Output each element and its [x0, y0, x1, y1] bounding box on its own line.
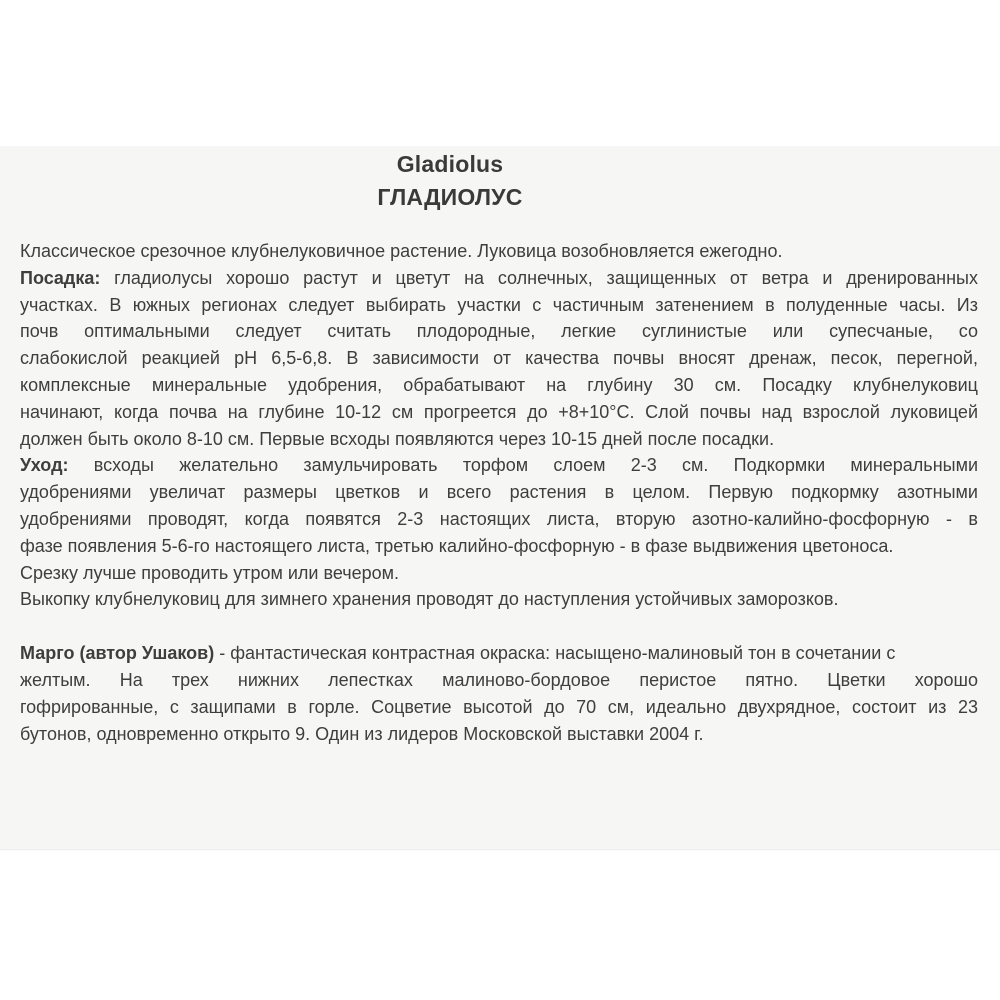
care-label: Уход: [20, 455, 69, 476]
variety-text-1: - фантастическая контрастная окраска: насыщено-малиновый тон в сочетании с [214, 643, 896, 664]
planting-line-7: должен быть около 8-10 см. Первые всходы появляются через 10-15 дней после посадки. [20, 428, 775, 449]
planting-text-1: гладиолусы хорошо растут и цветут на солнечных, защищенных от ветра и дренированных [100, 267, 978, 288]
care-line-4: фазе появления 5-6-го настоящего листа, третью калийно-фосфорную - в фазе выдвижения цветоноса. [20, 535, 894, 556]
title-block [0, 148, 900, 214]
planting-line-2: участках. В южных регионах следует выбирать участки с частичным затенением в полуденные часы. Из [20, 294, 978, 315]
care-line-6: Выкопку клубнелуковиц для зимнего хранения проводят до наступления устойчивых заморозков. [20, 589, 839, 610]
care-line-1 [20, 452, 978, 479]
care-line-2: удобрениями увеличат размеры цветков и всего растения в целом. Первую подкормку азотными [20, 482, 978, 503]
variety-line-3: гофрированные, с защипами в горле. Соцветие высотой до 70 см, идеально двухрядное, состоит из 23 [20, 696, 978, 717]
care-line-5: Срезку лучше проводить утром или вечером. [20, 562, 400, 583]
variety-line-1 [20, 640, 978, 667]
variety-line-4: бутонов, одновременно открыто 9. Один из лидеров Московской выставки 2004 г. [20, 723, 704, 744]
planting-label: Посадка: [20, 267, 101, 288]
care-text-1: всходы желательно замульчировать торфом слоем 2-3 см. Подкормки минеральными [68, 455, 978, 476]
variety-label: Марго (автор Ушаков) [20, 643, 215, 664]
planting-line-6: начинают, когда почва на глубине 10-12 см прогреется до +8+10°С. Слой почвы над взрослой луковицей [20, 401, 978, 422]
planting-line-5: комплексные минеральные удобрения, обрабатывают на глубину 30 см. Посадку клубнелуковиц [20, 374, 978, 395]
description-text [20, 238, 978, 747]
planting-line-3: почв оптимальными следует считать плодородные, легкие суглинистые или супесчаные, со [20, 321, 978, 342]
paragraph-gap [20, 613, 978, 640]
intro-line: Классическое срезочное клубнелуковичное растение. Луковица возобновляется ежегодно. [20, 241, 783, 261]
title-russian: ГЛАДИОЛУС [377, 184, 523, 210]
title-latin: Gladiolus [396, 151, 504, 177]
planting-line-1 [20, 265, 978, 292]
planting-line-4: слабокислой реакцией pH 6,5-6,8. В зависимости от качества почвы вносят дренаж, песок, перегной, [20, 348, 978, 369]
care-line-3: удобрениями проводят, когда появятся 2-3 настоящих листа, вторую азотно-калийно-фосфорную - в [20, 508, 978, 529]
variety-line-2: желтым. На трех нижних лепестках малиново-бордовое перистое пятно. Цветки хорошо [20, 669, 978, 690]
